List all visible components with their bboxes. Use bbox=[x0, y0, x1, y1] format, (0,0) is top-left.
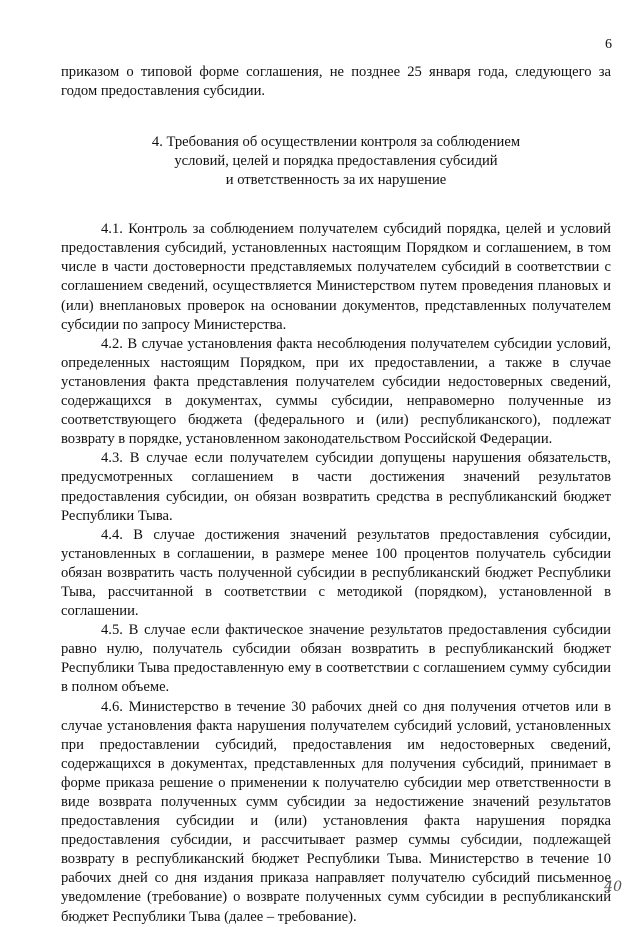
section-heading-line-1: 4. Требования об осуществлении контроля за соблюдением bbox=[151, 134, 521, 151]
paragraph-4-4: 4.4. В случае достижения значений результатов предоставления субсидии, установленных в соглашении, в размере менее 100 процентов получатель субсидии обязан возвратить часть полученной субсидии в республиканский бюджет Республики Тыва, рассчитанной в соответствии с методикой (порядком), установленной в соглашении. bbox=[61, 526, 611, 620]
paragraph-4-1: 4.1. Контроль за соблюдением получателем субсидий порядка, целей и условий предоставления субсидий, установленных настоящим Порядком и соглашением, в том числе в части достоверности представляемых получателем субсидий в соответствии с соглашением сведений, осуществляется Министерством путем проведения плановых и (или) внеплановых проверок на основании документов, представленных получателем субсидии по запросу Министерства. bbox=[61, 221, 611, 333]
page-number: 6 bbox=[605, 37, 612, 52]
document-body bbox=[61, 63, 611, 927]
section-heading-line-2: условий, целей и порядка предоставления субсидий bbox=[174, 153, 498, 170]
paragraph-4-6: 4.6. Министерство в течение 30 рабочих дней со дня получения отчетов или в случае установления факта нарушения получателем субсидий условий, установленных при предоставлении субсидий, предоставления им недостоверных сведений, содержащихся в документах, представленных для получения субсидий, принимает в форме приказа решение о применении к получателю субсидии мер ответственности в виде возврата полученных сумм субсидии за недостижение значений результатов предоставления субсидии и (или) установления факта нарушения порядка предоставления субсидии, и рассчитывает размер суммы субсидии, подлежащей возврату в республиканский бюджет Республики Тыва. Министерство в течение 10 рабочих дней со дня издания приказа направляет получателю субсидий письменное уведомление (требование) о возврате полученных сумм субсидии в республиканский бюджет Республики Тыва (далее – требование). bbox=[61, 698, 611, 925]
paragraph-4-5: 4.5. В случае если фактическое значение результатов предоставления субсидии равно нулю, получатель субсидии обязан возвратить в республиканский бюджет Республики Тыва предоставленную ему в соответствии с соглашением сумму субсидии в полном объеме. bbox=[61, 622, 611, 696]
section-heading bbox=[61, 133, 611, 190]
intro-paragraph: приказом о типовой форме соглашения, не позднее 25 января года, следующего за годом предоставления субсидии. bbox=[61, 64, 611, 100]
handwritten-mark: 40 bbox=[604, 879, 622, 895]
paragraph-4-2: 4.2. В случае установления факта несоблюдения получателем субсидии условий, определенных настоящим Порядком, при их предоставлении, а также в случае установления факта представления получателем субсидии недостоверных сведений, содержащихся в документах, суммы субсидии, неправомерно полученные из соответствующего бюджета (федерального и (или) республиканского), подлежат возврату в порядке, установленном законодательством Российской Федерации. bbox=[61, 335, 611, 448]
paragraph-4-3: 4.3. В случае если получателем субсидии допущены нарушения обязательств, предусмотренных соглашением в части достижения значений результатов предоставления субсидии, он обязан возвратить средства в республиканский бюджет Республики Тыва. bbox=[61, 450, 611, 524]
section-heading-line-3: и ответственность за их нарушение bbox=[225, 172, 447, 189]
